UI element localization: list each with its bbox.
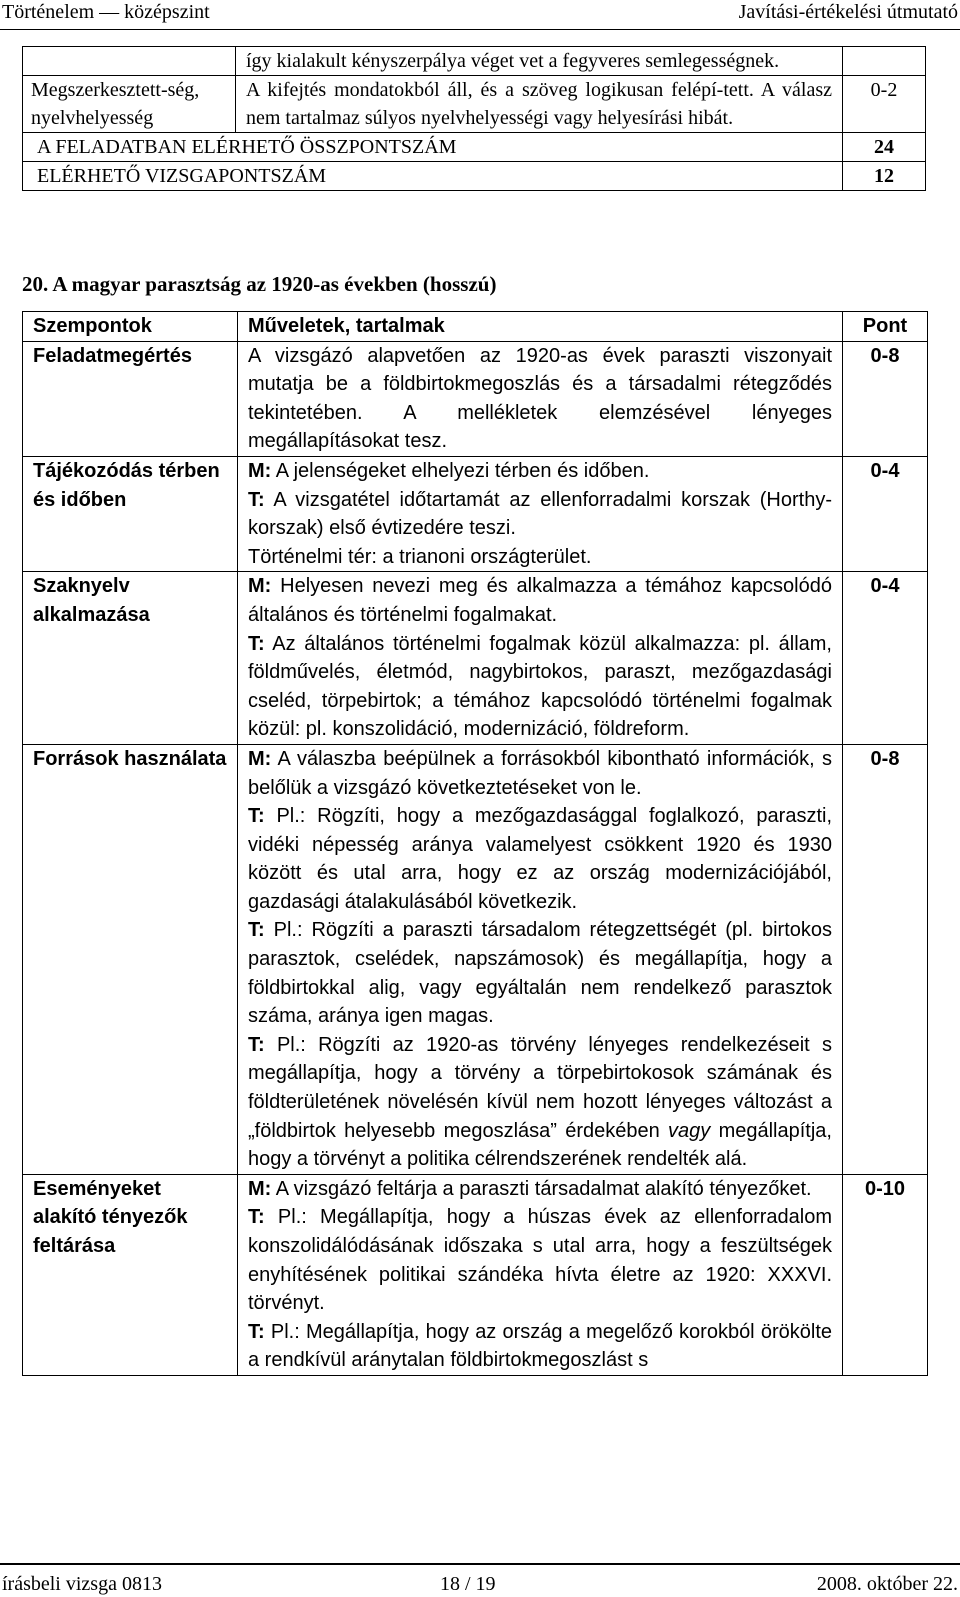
- text: Helyesen nevezi meg és alkalmazza a témához kapcsolódó általános és történelmi fogalmakat.: [248, 575, 832, 626]
- label-t: T:: [248, 1206, 265, 1229]
- table-row: [23, 572, 928, 745]
- table-row: [23, 1174, 928, 1375]
- table-row: [23, 47, 926, 76]
- italic-word: vagy: [668, 1119, 711, 1142]
- exam-total-value: 12: [843, 162, 926, 191]
- paragraph: [248, 486, 832, 543]
- table-row: [23, 456, 928, 571]
- criterion-name: Szaknyelv alkalmazása: [23, 572, 238, 745]
- footer-exam-id: írásbeli vizsga 0813: [2, 1573, 162, 1595]
- table-row: [23, 341, 928, 456]
- column-header: Műveletek, tartalmak: [238, 312, 843, 342]
- table-row: [23, 76, 926, 133]
- paragraph: Történelmi tér: a trianoni országterület.: [248, 545, 592, 568]
- paragraph: [248, 802, 832, 916]
- text: A vizsgatétel időtartamát az ellenforradalmi korszak (Horthy-korszak) első évtizedére teszi.: [248, 488, 832, 540]
- paragraph: [248, 1203, 832, 1317]
- label-m: M:: [248, 459, 272, 482]
- paragraph: [248, 745, 832, 802]
- header-rule: [0, 29, 960, 30]
- footer-date: 2008. október 22.: [816, 1573, 958, 1595]
- table-row: [23, 744, 928, 1174]
- text: Pl.: Megállapítja, hogy a húszas évek az ellenforradalom konszolidálódásának időszaka s utal arra, hogy a feszültségek enyhítésének politikai szándéka hívta életre az 1920: XXXVI. törvényt.: [248, 1206, 832, 1315]
- criterion-points: 0-10: [843, 1174, 928, 1375]
- text: A vizsgázó feltárja a paraszti társadalmat alakító tényezőket.: [271, 1177, 812, 1200]
- footer-page-number: 18 / 19: [440, 1573, 496, 1595]
- label-t: T:: [248, 632, 265, 655]
- paragraph: [248, 457, 832, 486]
- label-t: T:: [248, 1320, 265, 1343]
- criterion-name: Források használata: [23, 744, 238, 1174]
- exam-total-label: ELÉRHETŐ VIZSGAPONTSZÁM: [23, 162, 843, 191]
- text: Pl.: Megállapítja, hogy az ország a megelőző korokból örökölte a rendkívül aránytalan földbirtokmegoszlást s: [248, 1320, 832, 1372]
- continued-text: így kialakult kényszerpálya véget vet a fegyveres semlegességnek.: [236, 47, 843, 76]
- paragraph: [248, 630, 832, 744]
- empty-cell: [23, 47, 236, 76]
- criterion-text: [238, 572, 843, 745]
- label-t: T:: [248, 1033, 265, 1056]
- empty-cell: [843, 47, 926, 76]
- criterion-points: 0-8: [843, 744, 928, 1174]
- header-doc-type: Javítási-értékelési útmutató: [738, 1, 958, 23]
- text: A jelenségeket elhelyezi térben és időben.: [271, 459, 650, 482]
- criterion-name: Tájékozódás térben és időben: [23, 456, 238, 571]
- footer-rule: [0, 1563, 960, 1565]
- criterion-points: 0-4: [843, 572, 928, 745]
- header-subject: Történelem — középszint: [2, 1, 210, 23]
- top-table: [22, 46, 926, 191]
- text: Pl.: Rögzíti a paraszti társadalom rétegzettségét (pl. birtokos parasztok, cselédek, napszámosok) és megállapítja, hogy a földbirtokkal alig, vagy egyáltalán nem rendelkező parasztok száma, aránya igen magas.: [248, 919, 832, 1028]
- label-t: T:: [248, 919, 265, 942]
- text: Pl.: Rögzíti az 1920-as törvény lényeges rendelkezéseit s megállapítja, hogy a törvény a törpebirtokosok számának és földterületének növelésén kívül nem hozott lényeges változást a „földbirtok helyesebb megoszlása” érdekében: [248, 1033, 832, 1142]
- paragraph: [248, 1175, 832, 1204]
- criterion-points: 0-2: [843, 76, 926, 133]
- label-t: T:: [248, 488, 265, 511]
- label-m: M:: [248, 1177, 272, 1200]
- criterion-text: [238, 341, 843, 456]
- criterion-text: [238, 744, 843, 1174]
- text: megállapítja, hogy a törvényt a politika célrendszerének rendelték alá.: [248, 1119, 832, 1171]
- text: A válaszba beépülnek a forrásokból kibontható információk, s belőlük a vizsgázó következtetéseket von le.: [248, 747, 832, 799]
- label-m: M:: [248, 575, 272, 598]
- criterion-name: Feladatmegértés: [23, 341, 238, 456]
- paragraph: [248, 1318, 832, 1375]
- page-header: [0, 0, 960, 30]
- criterion-text: [238, 456, 843, 571]
- criterion-text: A kifejtés mondatokból áll, és a szöveg logikusan felépí-tett. A válasz nem tartalmaz súlyos nyelvhelyességi vagy helyesírási hibát.: [236, 76, 843, 133]
- question-title: 20. A magyar parasztság az 1920-as években (hosszú): [22, 272, 497, 296]
- criterion-text: [238, 1174, 843, 1375]
- text: Pl.: Rögzíti, hogy a mezőgazdasággal foglalkozó, paraszti, vidéki népesség aránya valamelyest csökkent 1920 és 1930 között és utal arra, hogy ez az ország modernizációjából, gazdasági átalakulásából következik.: [248, 805, 832, 913]
- paragraph: [248, 572, 832, 629]
- criterion-name: Eseményeket alakító tényezők feltárása: [23, 1174, 238, 1375]
- paragraph: [248, 916, 832, 1030]
- paragraph: [248, 1031, 832, 1174]
- label-t: T:: [248, 805, 265, 828]
- criterion-name: Megszerkesztett-ség, nyelvhelyesség: [23, 76, 236, 133]
- label-m: M:: [248, 747, 272, 770]
- task-total-label: A FELADATBAN ELÉRHETŐ ÖSSZPONTSZÁM: [23, 133, 843, 162]
- scoring-table: [22, 311, 928, 1376]
- table-row: [23, 162, 926, 191]
- table-header-row: [23, 312, 928, 342]
- text: Az általános történelmi fogalmak közül alkalmazza: pl. állam, földművelés, életmód, nagybirtokos, paraszt, mezőgazdasági cseléd, törpebirtok; a témához kapcsolódó történelmi fogalmak közül: pl. konszolidáció, modernizáció, földreform.: [248, 632, 832, 741]
- column-header: Szempontok: [23, 312, 238, 342]
- table-row: [23, 133, 926, 162]
- criterion-points: 0-8: [843, 341, 928, 456]
- task-total-value: 24: [843, 133, 926, 162]
- column-header: Pont: [843, 312, 928, 342]
- paragraph: A vizsgázó alapvetően az 1920-as évek paraszti viszonyait mutatja be a földbirtokmegoszlás és a társadalmi rétegződés tekintetében. A mellékletek elemzésével lényeges megállapításokat tesz.: [248, 344, 832, 453]
- page-footer: [0, 1563, 960, 1597]
- criterion-points: 0-4: [843, 456, 928, 571]
